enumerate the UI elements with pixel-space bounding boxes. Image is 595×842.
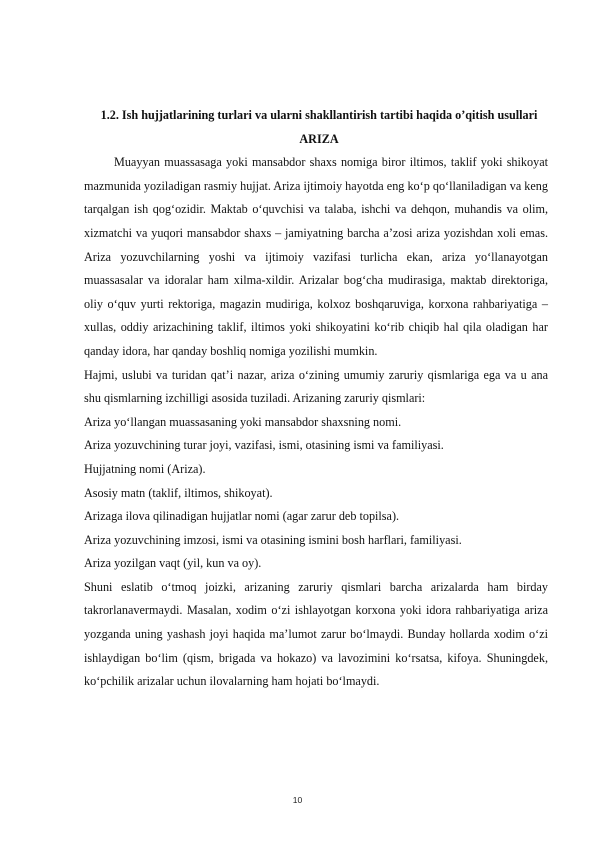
closing-paragraph: Shuni eslatib o‘tmoq joizki, arizaning zaruriy qismlari barcha arizalarda ham birday takrorlanavermaydi. Masalan, xodim o‘zi ishlayotgan korxona yoki idora rahbariyatiga ariza yozganda uning yashash joyi haqida ma’lumot zarur bo‘lmaydi. Bunday hollarda xodim o‘zi ishlaydigan bo‘lim (qism, brigada va hokazo) va lavozimini ko‘rsatsa, kifoya. Shuningdek, ko‘pchilik arizalar uchun ilovalarning ham hojati bo‘lmaydi.	[84, 579, 548, 689]
list-item: Ariza yozuvchining imzosi, ismi va otasining ismini bosh harflari, familiyasi.	[84, 532, 462, 547]
page-content	[84, 104, 548, 694]
list-item: Ariza yo‘llangan muassasaning yoki mansabdor shaxsning nomi.	[84, 414, 402, 429]
intro-paragraph: Muayyan muassasaga yoki mansabdor shaxs nomiga biror iltimos, taklif yoki shikoyat mazmunida yoziladigan rasmiy hujjat. Ariza ijtimoiy hayotda eng ko‘p qo‘llaniladigan va keng tarqalgan ish qog‘ozidir. Maktab o‘quvchisi va talaba, ishchi va dehqon, muhandis va olim, xizmatchi va yuqori mansabdor shaxs – jamiyatning barcha a’zosi ariza yozishdan xoli emas. Ariza yozuvchilarning yoshi va ijtimoiy vazifasi turlicha ekan, ariza yo‘llanayotgan muassasalar va idoralar ham xilma-xildir. Arizalar bog‘cha mudirasiga, maktab direktoriga, oliy o‘quv yurti rektoriga, magazin mudiriga, kolxoz boshqaruviga, korxona rahbariyatiga – xullas, oddiy arizachining taklif, iltimos yoki shikoyatini ko‘rib chiqib hal qila oladigan har qanday idora, har qanday boshliq nomiga yozilishi mumkin.	[84, 155, 548, 358]
document-type-title: ARIZA	[299, 131, 339, 146]
list-item: Arizaga ilova qilinadigan hujjatlar nomi (agar zarur deb topilsa).	[84, 509, 400, 524]
list-item: Ariza yozilgan vaqt (yil, kun va oy).	[84, 556, 262, 571]
structure-paragraph: Hajmi, uslubi va turidan qat’i nazar, ariza o‘zining umumiy zaruriy qismlariga ega va u ana shu qismlarning izchilligi asosida tuziladi. Arizaning zaruriy qismlari:	[84, 367, 548, 406]
required-parts-list	[84, 411, 548, 576]
list-item: Hujjatning nomi (Ariza).	[84, 461, 206, 476]
list-item: Ariza yozuvchining turar joyi, vazifasi, ismi, otasining ismi va familiyasi.	[84, 438, 444, 453]
section-heading: 1.2. Ish hujjatlarining turlari va ularni shakllantirish tartibi haqida o’qitish usullari	[100, 108, 538, 122]
list-item: Asosiy matn (taklif, iltimos, shikoyat).	[84, 485, 273, 500]
page-number: 10	[292, 795, 303, 805]
